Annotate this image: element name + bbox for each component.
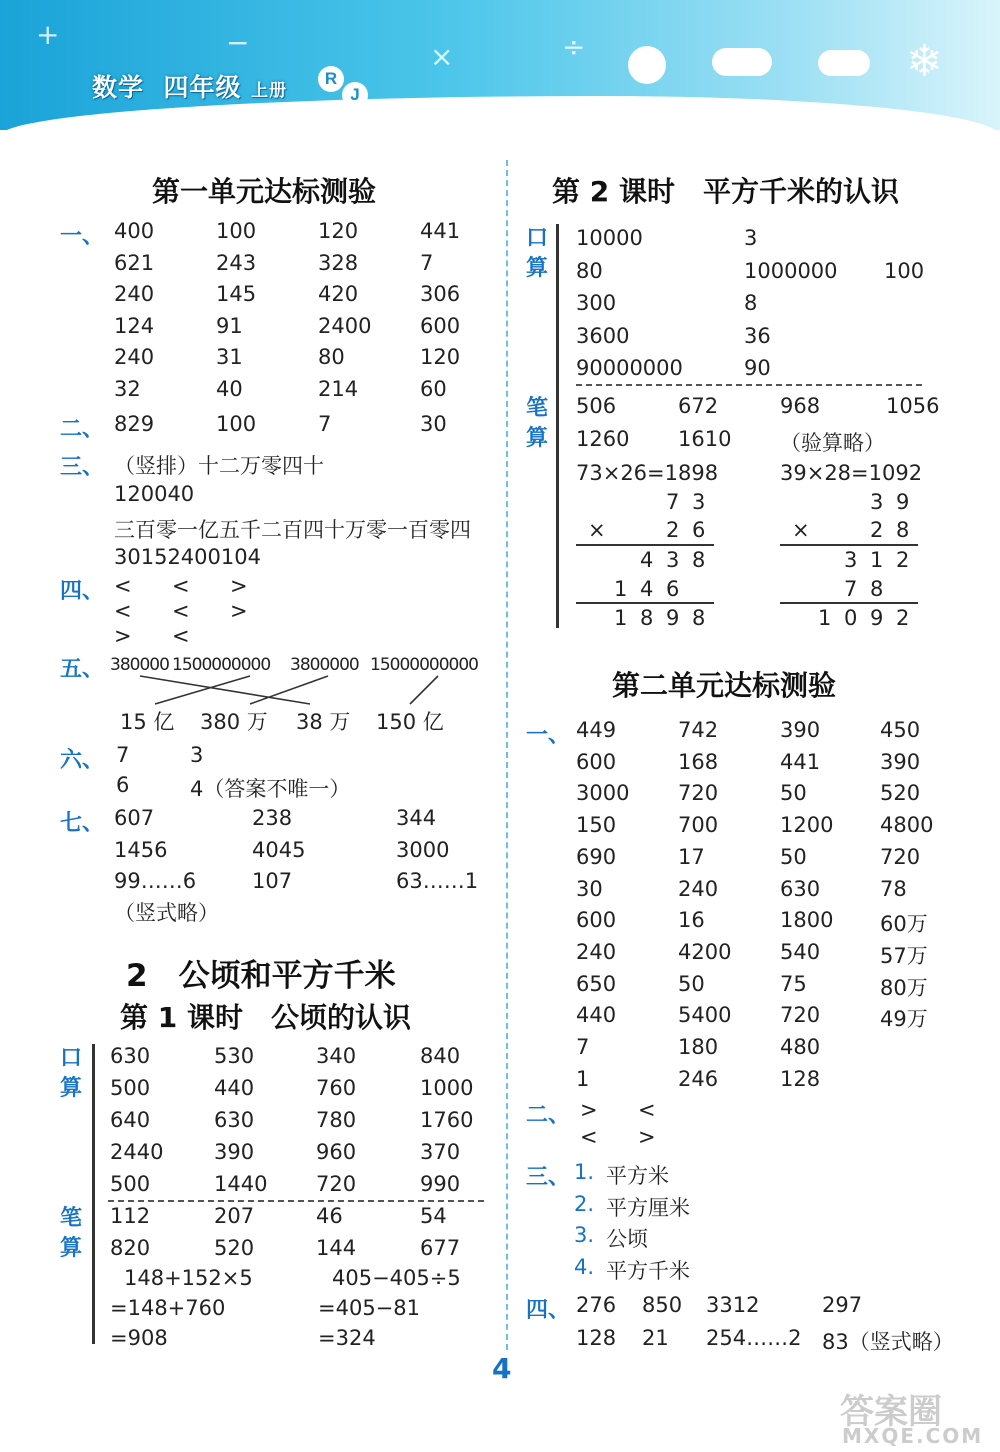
- answer: 540: [780, 939, 821, 964]
- answer: 850: [642, 1293, 683, 1317]
- answer: 720: [316, 1172, 357, 1196]
- answer: 3600: [576, 323, 630, 348]
- answer: 83（竖式略）: [822, 1330, 954, 1354]
- digit: 7: [844, 577, 858, 601]
- digit: 2: [896, 548, 910, 572]
- answer: 449: [576, 718, 617, 742]
- answer: 1760: [420, 1108, 474, 1132]
- subject: 数学: [92, 73, 145, 102]
- q6-label: 六、: [60, 748, 105, 773]
- q3-label: 三、: [526, 1165, 571, 1190]
- volume: 上册: [251, 81, 288, 101]
- answer: 600: [576, 749, 617, 774]
- answer: 120: [420, 345, 461, 370]
- answer: 630: [214, 1108, 255, 1132]
- q1-label: 一、: [526, 723, 571, 748]
- answer-line: 30152400104: [114, 545, 261, 569]
- answer: 49万: [880, 1007, 928, 1032]
- item-number: 1.: [574, 1160, 595, 1184]
- answer: 32: [114, 377, 141, 401]
- answer: 90000000: [576, 356, 683, 381]
- calc-rule: [780, 544, 918, 546]
- minus-icon: −: [226, 26, 250, 59]
- answer: 4（答案不唯一）: [190, 777, 351, 801]
- digit: 9: [666, 606, 680, 630]
- answer: 3: [744, 226, 758, 250]
- rain-cloud-icon: [818, 50, 870, 76]
- grade: 四年级: [163, 73, 242, 102]
- answer: 400: [114, 219, 155, 243]
- answer: 1610: [678, 427, 732, 451]
- answer: 2400: [318, 313, 372, 338]
- answer: 30: [420, 412, 447, 436]
- item-number: 4.: [574, 1254, 595, 1279]
- sun-icon: [628, 46, 666, 84]
- digit: 3: [692, 490, 706, 514]
- answer: 300: [576, 291, 617, 316]
- snowflake-icon: ❄: [906, 36, 943, 87]
- answer: 60万: [880, 912, 928, 937]
- answer: 平方米: [606, 1164, 669, 1188]
- answer: 720: [780, 1003, 821, 1028]
- match-top-item: 15000000000: [370, 655, 478, 675]
- calc-rule: [576, 544, 714, 546]
- answer: 690: [576, 844, 617, 869]
- q2-label: 二、: [526, 1103, 571, 1128]
- answer: 1260: [576, 427, 630, 451]
- answer: 4200: [678, 939, 732, 964]
- digit: 3: [870, 490, 884, 514]
- match-top-item: 3800000: [290, 655, 359, 675]
- digit: 4: [640, 577, 654, 601]
- compare-sign: >: [230, 599, 248, 623]
- answer: 3000: [576, 781, 630, 806]
- answer: 168: [678, 749, 719, 774]
- digit: 3: [666, 548, 680, 572]
- compare-sign: >: [114, 624, 132, 648]
- answer: 7: [576, 1035, 590, 1059]
- answer: 990: [420, 1172, 461, 1196]
- answer: 420: [318, 282, 359, 307]
- digit: 3: [844, 548, 858, 572]
- answer: 1: [576, 1066, 590, 1091]
- answer: 650: [576, 971, 617, 996]
- compare-sign: <: [638, 1098, 656, 1122]
- answer: 607: [114, 806, 155, 830]
- written-calc-label: 笔 算: [525, 396, 548, 451]
- compare-sign: <: [114, 574, 132, 598]
- answer: 700: [678, 813, 719, 838]
- lesson1-title: 第 1 课时 公顷的认识: [120, 1001, 411, 1034]
- digit: 2: [896, 606, 910, 630]
- answer: 1800: [780, 908, 834, 933]
- answer: （验算略）: [780, 431, 885, 455]
- calc-step: 148+152×5: [124, 1266, 253, 1290]
- digit: 8: [692, 548, 706, 572]
- answer: 124: [114, 313, 155, 338]
- answer: 112: [110, 1204, 151, 1228]
- equation: 73×26=1898: [576, 461, 719, 485]
- answer: 621: [114, 250, 155, 275]
- digit: 0: [844, 606, 858, 630]
- answer: 968: [780, 394, 821, 418]
- digit: 2: [666, 518, 680, 542]
- answer: 960: [316, 1140, 357, 1164]
- answer: 1200: [780, 813, 834, 838]
- answer: 60: [420, 377, 447, 401]
- compare-sign: <: [114, 599, 132, 623]
- answer: 390: [780, 718, 821, 742]
- answer: 306: [420, 282, 461, 307]
- answer: 530: [214, 1044, 255, 1068]
- answer: 30: [576, 876, 603, 901]
- q5-label: 五、: [60, 657, 105, 682]
- answer: 1000: [420, 1076, 474, 1100]
- answer: 720: [880, 844, 921, 869]
- answer-line: 120040: [114, 482, 195, 506]
- answer: 441: [420, 219, 461, 243]
- answer: 7: [116, 743, 130, 767]
- answer: 107: [252, 869, 293, 894]
- digit: 8: [640, 606, 654, 630]
- answer: 50: [678, 971, 705, 996]
- answer: 128: [576, 1326, 617, 1350]
- answer: 640: [110, 1108, 151, 1132]
- q7-label: 七、: [60, 811, 105, 836]
- times-icon: ×: [430, 40, 454, 73]
- answer: 5400: [678, 1003, 732, 1028]
- answer: 254……2: [706, 1326, 802, 1350]
- answer: 80: [576, 258, 603, 283]
- item-number: 2.: [574, 1191, 595, 1216]
- match-top-item: 380000: [110, 655, 169, 675]
- answer: 7: [318, 412, 332, 436]
- answer: 57万: [880, 943, 928, 968]
- answer: 214: [318, 377, 359, 401]
- answer: 16: [678, 908, 705, 933]
- digit: 1: [614, 577, 628, 601]
- watermark-logo: 答案圈: [840, 1392, 942, 1432]
- digit: 4: [640, 548, 654, 572]
- answer: 50: [780, 844, 807, 869]
- answer-line: 三百零一亿五千二百四十万零一百零四: [114, 518, 471, 542]
- digit: 1: [818, 606, 832, 630]
- answer: 17: [678, 844, 705, 869]
- compare-sign: <: [172, 599, 190, 623]
- answer: 21: [642, 1326, 669, 1350]
- answer: 3: [190, 743, 204, 767]
- answer: 78: [880, 876, 907, 901]
- digit: 8: [896, 518, 910, 542]
- answer: 平方厘米: [606, 1195, 690, 1220]
- edition-badge-j: J: [342, 82, 368, 108]
- answer: 600: [420, 313, 461, 338]
- answer: 145: [216, 282, 257, 307]
- answer: 520: [214, 1236, 255, 1260]
- answer: 91: [216, 313, 243, 338]
- answer: 243: [216, 250, 257, 275]
- answer: 100: [884, 258, 925, 283]
- note: （竖式略）: [114, 901, 219, 925]
- divide-icon: ÷: [562, 30, 586, 63]
- answer: 370: [420, 1140, 461, 1164]
- answer: 720: [678, 781, 719, 806]
- column-divider: [506, 160, 508, 1350]
- answer: 100: [216, 219, 257, 243]
- answer: 450: [880, 718, 921, 742]
- digit: 6: [692, 518, 706, 542]
- answer: 10000: [576, 226, 643, 250]
- digit: 1: [870, 548, 884, 572]
- unit2-test-title: 第二单元达标测验: [612, 669, 837, 702]
- answer: 677: [420, 1236, 461, 1260]
- calc-step: 405−405÷5: [332, 1266, 461, 1290]
- answer: 7: [420, 250, 434, 275]
- answer: 480: [780, 1035, 821, 1059]
- answer: 344: [396, 806, 437, 830]
- digit: ×: [588, 518, 606, 542]
- answer: 506: [576, 394, 617, 418]
- digit: 8: [870, 577, 884, 601]
- answer: 公顷: [606, 1227, 648, 1252]
- answer: 1456: [114, 837, 168, 862]
- answer: 3312: [706, 1293, 760, 1317]
- answer: 90: [744, 356, 771, 381]
- answer: 500: [110, 1172, 151, 1196]
- calc-step: =324: [318, 1326, 376, 1350]
- oral-calc-label: 口 算: [525, 226, 548, 281]
- answer: 31: [216, 345, 243, 370]
- lesson2-title: 第 2 课时 平方千米的认识: [552, 175, 899, 208]
- compare-sign: <: [172, 624, 190, 648]
- answer: 平方千米: [606, 1258, 690, 1283]
- cloud-icon: [712, 48, 772, 76]
- digit: 2: [870, 518, 884, 542]
- digit: 1: [614, 606, 628, 630]
- answer: 390: [214, 1140, 255, 1164]
- answer: 672: [678, 394, 719, 418]
- answer: 440: [214, 1076, 255, 1100]
- answer: 36: [744, 323, 771, 348]
- answer: 829: [114, 412, 155, 436]
- answer: 80万: [880, 975, 928, 1000]
- answer: 240: [114, 345, 155, 370]
- answer: 3000: [396, 837, 450, 862]
- answer: 276: [576, 1293, 617, 1317]
- unit1-test-title: 第一单元达标测验: [152, 175, 377, 208]
- matching-lines: [110, 672, 490, 708]
- digit: 8: [692, 606, 706, 630]
- compare-sign: >: [638, 1125, 656, 1149]
- compare-sign: >: [580, 1098, 598, 1122]
- answer: 120: [318, 219, 359, 243]
- edition-badge-r: R: [318, 66, 344, 92]
- item-number: 3.: [574, 1223, 595, 1248]
- answer: 820: [110, 1236, 151, 1260]
- bracket-line: [92, 1044, 95, 1344]
- calc-step: =405−81: [318, 1296, 420, 1320]
- oral-calc-label: 口 算: [59, 1046, 82, 1101]
- match-bottom-item: 15 亿: [120, 710, 175, 734]
- answer: 1056: [886, 394, 940, 418]
- answer: 2440: [110, 1140, 164, 1164]
- answer: 246: [678, 1066, 719, 1091]
- digit: 9: [896, 490, 910, 514]
- answer: 760: [316, 1076, 357, 1100]
- digit: 7: [666, 490, 680, 514]
- calc-step: =908: [110, 1326, 168, 1350]
- digit: 9: [870, 606, 884, 630]
- digit: ×: [792, 518, 810, 542]
- answer: 80: [318, 345, 345, 370]
- answer: 630: [110, 1044, 151, 1068]
- answer: 441: [780, 749, 821, 774]
- answer: 4045: [252, 837, 306, 862]
- answer: 240: [114, 282, 155, 307]
- answer: 297: [822, 1293, 863, 1317]
- answer: 500: [110, 1076, 151, 1100]
- answer: 6: [116, 773, 130, 797]
- answer: 4800: [880, 813, 934, 838]
- answer: 50: [780, 781, 807, 806]
- watermark-url: MXQE.COM: [842, 1424, 984, 1448]
- answer: 63……1: [396, 869, 479, 894]
- answer: 1000000: [744, 258, 838, 283]
- answer: 8: [744, 291, 758, 316]
- q1-label: 一、: [60, 224, 105, 249]
- dashed-separator: [108, 1200, 484, 1202]
- answer: 240: [576, 939, 617, 964]
- answer: 54: [420, 1204, 447, 1228]
- header-banner: [0, 0, 1000, 130]
- answer: 180: [678, 1035, 719, 1059]
- answer: 240: [678, 876, 719, 901]
- plus-icon: +: [36, 18, 60, 51]
- answer: 150: [576, 813, 617, 838]
- answer: 238: [252, 806, 293, 830]
- answer: 600: [576, 908, 617, 933]
- answer: 100: [216, 412, 257, 436]
- equation: 39×28=1092: [780, 461, 923, 485]
- calc-rule: [576, 602, 714, 604]
- answer-line: （竖排）十二万零四十: [114, 454, 324, 478]
- calc-rule: [780, 602, 918, 604]
- match-bottom-item: 150 亿: [376, 710, 444, 734]
- q3-label: 三、: [60, 455, 105, 480]
- book-title: [92, 68, 287, 104]
- match-top-item: 1500000000: [172, 655, 271, 675]
- answer: 840: [420, 1044, 461, 1068]
- answer: 144: [316, 1236, 357, 1260]
- q2-label: 二、: [60, 417, 105, 442]
- answer: 1440: [214, 1172, 268, 1196]
- page-number: 4: [492, 1352, 512, 1385]
- digit: 6: [666, 577, 680, 601]
- answer: 780: [316, 1108, 357, 1132]
- chapter2-title: 2 公顷和平方千米: [126, 958, 396, 994]
- answer: 390: [880, 749, 921, 774]
- answer: 40: [216, 377, 243, 401]
- answer: 520: [880, 781, 921, 806]
- answer: 340: [316, 1044, 357, 1068]
- answer: 75: [780, 971, 807, 996]
- answer: 440: [576, 1003, 617, 1028]
- answer: 99……6: [114, 869, 197, 894]
- match-bottom-item: 38 万: [296, 710, 351, 734]
- calc-step: =148+760: [110, 1296, 226, 1320]
- q4-label: 四、: [60, 579, 105, 604]
- answer: 128: [780, 1066, 821, 1091]
- q4-label: 四、: [526, 1298, 571, 1323]
- answer: 742: [678, 718, 719, 742]
- compare-sign: <: [580, 1125, 598, 1149]
- compare-sign: <: [172, 574, 190, 598]
- answer: 630: [780, 876, 821, 901]
- answer: 207: [214, 1204, 255, 1228]
- compare-sign: >: [230, 574, 248, 598]
- dashed-separator: [576, 384, 922, 386]
- written-calc-label: 笔 算: [59, 1206, 82, 1261]
- bracket-line: [556, 224, 559, 628]
- answer: 328: [318, 250, 359, 275]
- match-bottom-item: 380 万: [200, 710, 268, 734]
- answer: 46: [316, 1204, 343, 1228]
